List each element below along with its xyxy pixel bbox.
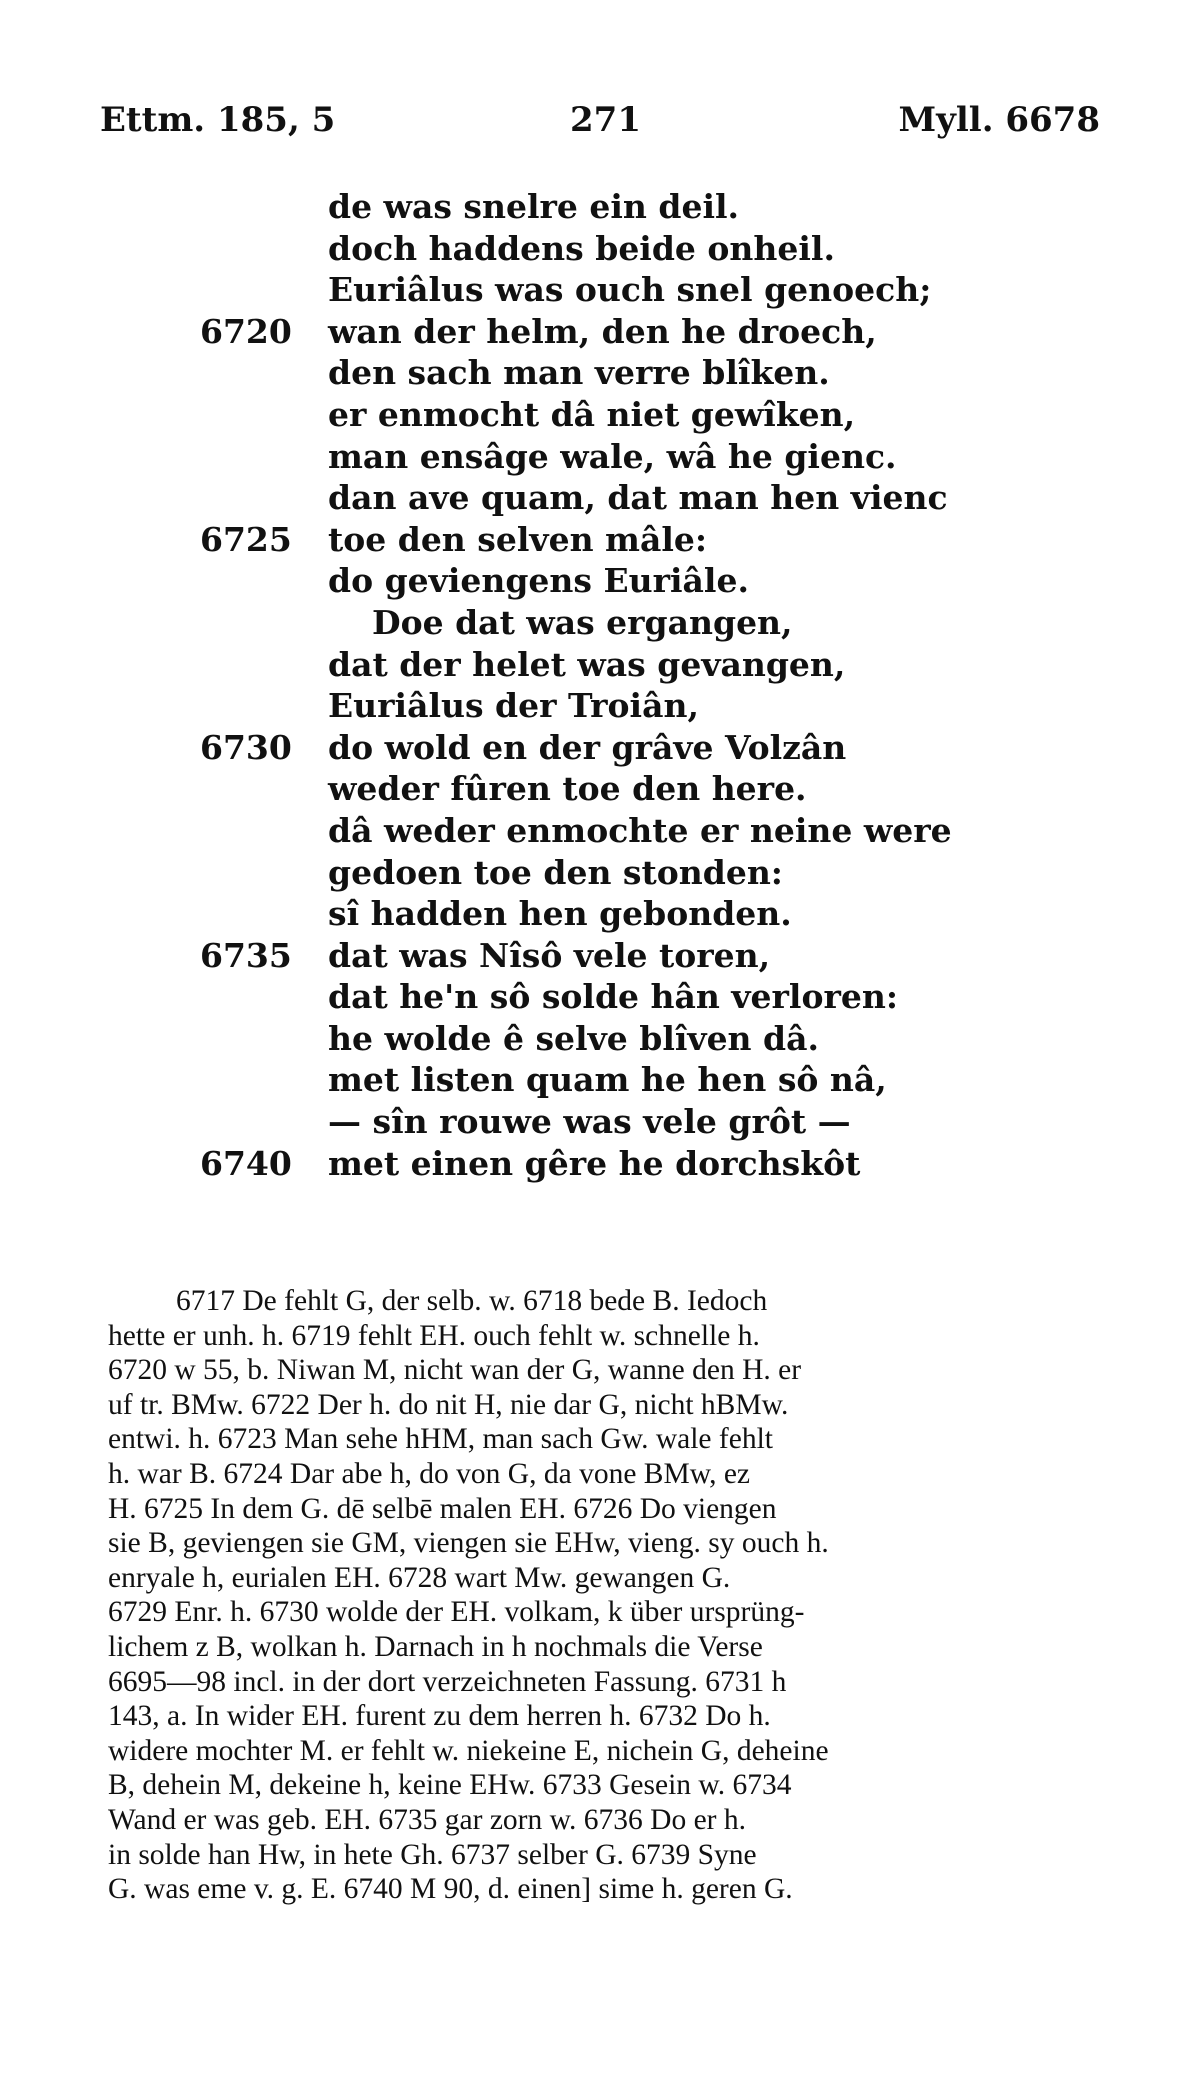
- verse-line-text: dan ave quam, dat man hen vienc: [328, 478, 948, 518]
- verse-line: [0, 560, 1200, 602]
- verse-line-text: he wolde ê selve blîven dâ.: [328, 1018, 819, 1058]
- verse-line-text: dat was Nîsô vele toren,: [328, 935, 771, 975]
- apparatus-line: enryale h, eurialen EH. 6728 wart Mw. gewangen G.: [108, 1561, 731, 1594]
- verse-line: [0, 1018, 1200, 1060]
- verse-line: [0, 186, 1200, 228]
- verse-line: [0, 727, 1200, 769]
- verse-line-text: Euriâlus was ouch snel genoech;: [328, 270, 932, 310]
- verse-line-text: de was snelre ein deil.: [328, 187, 740, 226]
- apparatus-line: sie B, geviengen sie GM, viengen sie EHw, vieng. sy ouch h.: [108, 1527, 829, 1560]
- apparatus-line: h. war B. 6724 Dar abe h, do von G, da vone BMw, ez: [108, 1457, 751, 1490]
- verse-line: [0, 935, 1200, 977]
- verse-line-text: Euriâlus der Troiân,: [328, 686, 699, 726]
- apparatus-line: Wand er was geb. EH. 6735 gar zorn w. 6736 Do er h.: [108, 1803, 746, 1836]
- verse-line: [0, 1143, 1200, 1185]
- apparatus-line: uf tr. BMw. 6722 Der h. do nit H, nie dar G, nicht hBMw.: [108, 1388, 789, 1421]
- verse-line-text: man ensâge wale, wâ he gienc.: [328, 436, 897, 476]
- verse-line: [0, 768, 1200, 810]
- apparatus-line: G. was eme v. g. E. 6740 M 90, d. einen] sime h. geren G.: [108, 1873, 793, 1906]
- verse-line-text: do geviengens Euriâle.: [328, 561, 749, 601]
- verse-line-text: dâ weder enmochte er neine were: [328, 810, 952, 850]
- verse-line-text: do wold en der grâve Volzân: [328, 727, 847, 767]
- verse-line-text: dat he'n sô solde hân verloren:: [328, 977, 899, 1017]
- verse-line-text: met einen gêre he dorchskôt: [328, 1143, 861, 1183]
- apparatus-line: B, dehein M, dekeine h, keine EHw. 6733 Gesein w. 6734: [108, 1769, 792, 1802]
- verse-line: [0, 436, 1200, 478]
- verse-line-text: toe den selven mâle:: [328, 519, 708, 559]
- apparatus-line: entwi. h. 6723 Man sehe hHM, man sach Gw. wale fehlt: [108, 1423, 773, 1456]
- header-left-reference: Ettm. 185, 5: [100, 100, 336, 140]
- apparatus-line: widere mochter M. er fehlt w. niekeine E, nichein G, deheine: [108, 1734, 829, 1767]
- verse-line-text: doch haddens beide onheil.: [328, 228, 835, 268]
- verse-line-text: gedoen toe den stonden:: [328, 852, 783, 892]
- verse-line: [0, 602, 1200, 644]
- verse-line-text: Doe dat was ergangen,: [372, 602, 793, 642]
- apparatus-line: in solde han Hw, in hete Gh. 6737 selber G. 6739 Syne: [108, 1838, 757, 1871]
- line-number: 6735: [200, 935, 292, 975]
- verse-text: [0, 186, 1200, 1184]
- apparatus-line: 6717 De fehlt G, der selb. w. 6718 bede B. Iedoch: [176, 1285, 768, 1317]
- header-right-reference: Myll. 6678: [898, 100, 1100, 140]
- verse-line: [0, 976, 1200, 1018]
- apparatus-line: H. 6725 In dem G. dē selbē malen EH. 6726 Do viengen: [108, 1492, 777, 1525]
- apparatus-line: 143, a. In wider EH. furent zu dem herren h. 6732 Do h.: [108, 1700, 771, 1733]
- verse-line-text: weder fûren toe den here.: [328, 769, 807, 809]
- verse-line: [0, 685, 1200, 727]
- verse-line-text: sî hadden hen gebonden.: [328, 894, 792, 934]
- line-number: 6730: [200, 727, 292, 767]
- page-number: 271: [570, 100, 641, 140]
- verse-line: [0, 852, 1200, 894]
- verse-line: [0, 228, 1200, 270]
- verse-line: [0, 810, 1200, 852]
- apparatus-line: 6729 Enr. h. 6730 wolde der EH. volkam, k über ursprüng-: [108, 1596, 805, 1629]
- verse-line-text: met listen quam he hen sô nâ,: [328, 1060, 887, 1100]
- verse-line: [0, 269, 1200, 311]
- verse-line: [0, 893, 1200, 935]
- verse-line-text: — sîn rouwe was vele grôt —: [328, 1102, 851, 1142]
- verse-line: [0, 1101, 1200, 1143]
- apparatus-line: 6695—98 incl. in der dort verzeichneten Fassung. 6731 h: [108, 1665, 787, 1698]
- verse-line-text: dat der helet was gevangen,: [328, 644, 846, 684]
- apparatus-line: lichem z B, wolkan h. Darnach in h nochmals die Verse: [108, 1630, 763, 1663]
- verse-line: [0, 519, 1200, 561]
- line-number: 6740: [200, 1143, 292, 1183]
- line-number: 6720: [200, 311, 292, 351]
- line-number: 6725: [200, 519, 292, 559]
- verse-line-text: den sach man verre blîken.: [328, 353, 830, 393]
- verse-line: [0, 477, 1200, 519]
- critical-apparatus: [108, 1284, 1110, 1907]
- verse-line: [0, 311, 1200, 353]
- verse-line: [0, 1059, 1200, 1101]
- apparatus-line: hette er unh. h. 6719 fehlt EH. ouch fehlt w. schnelle h.: [108, 1319, 760, 1352]
- verse-line-text: wan der helm, den he droech,: [328, 311, 877, 351]
- verse-line: [0, 644, 1200, 686]
- apparatus-line: 6720 w 55, b. Niwan M, nicht wan der G, wanne den H. er: [108, 1354, 802, 1387]
- verse-line-text: er enmocht dâ niet gewîken,: [328, 394, 856, 434]
- page-header: [100, 100, 1100, 160]
- verse-line: [0, 394, 1200, 436]
- verse-line: [0, 352, 1200, 394]
